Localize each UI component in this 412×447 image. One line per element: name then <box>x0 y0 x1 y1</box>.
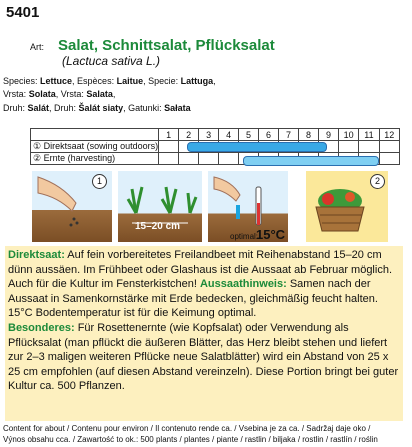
month-cell: 1 <box>159 129 179 141</box>
product-title: Salat, Schnittsalat, Pflücksalat <box>58 37 275 54</box>
species-line <box>3 76 216 86</box>
direct-sowing-heading: Direktsaat: <box>8 249 65 261</box>
month-cell: 5 <box>239 129 259 141</box>
month-cell: 9 <box>319 129 339 141</box>
product-code: 5401 <box>6 4 40 21</box>
harvest-illustration <box>306 171 388 242</box>
sowing-illustration <box>32 171 112 242</box>
harvest-period-bar <box>243 156 379 166</box>
sowing-period-bar <box>187 142 327 152</box>
druh-text: , Gatunki: <box>123 103 165 113</box>
optimal-temperature: 15°C <box>256 227 286 242</box>
cultivation-instructions <box>5 246 403 421</box>
species-text: , Specie: <box>143 76 181 86</box>
step-number-badge: 2 <box>370 174 385 189</box>
month-cell: 11 <box>359 129 379 141</box>
druh-text: , Druh: <box>49 103 79 113</box>
vrsta-name: Solata <box>28 89 56 99</box>
art-label: Art: <box>30 42 45 52</box>
vegetable-basket-icon <box>306 171 388 242</box>
temperature-illustration <box>208 171 288 242</box>
special-text: Für Rosettenernte (wie Kopfsalat) oder Verwendung als Pflücksalat (man pflückt die äußeren Blätter, das Herz bleibt stehen und liefert zur 2–3 maligen weiteren Pflücke neue Salatblätter) wird ein Abstand von 25 x 25 cm empfohlen (auf diesen Abstand vereinzeln). Diese Portion bringt bei guter Kultur ca. 500 Pflanzen. <box>8 321 399 393</box>
hand-sowing-icon <box>32 171 112 242</box>
month-cell: 6 <box>259 129 279 141</box>
content-footer <box>3 423 378 445</box>
sowing-label: ① Direktsaat (sowing outdoors) <box>31 141 159 153</box>
row-spacing-illustration <box>118 171 202 242</box>
sowing-note-heading: Aussaathinweis: <box>199 278 287 291</box>
species-text: , Espèces: <box>72 76 117 86</box>
month-cell: 8 <box>299 129 319 141</box>
footer-line: Výnos obsahu cca. / Zawartość to ok.: 500 plants / plantes / piante / rastlin / biljaka / rostlin / rastlín / roślin <box>3 435 378 444</box>
druh-name: Sałata <box>164 103 191 113</box>
species-text: Species: <box>3 76 41 86</box>
month-cell: 4 <box>219 129 239 141</box>
footer-line: Content for about / Contenu pour environ / Il contenuto rende ca. / Vsebina je za ca. / Sadržaj daje oko / <box>3 424 371 433</box>
month-cell: 3 <box>199 129 219 141</box>
calendar-month-row <box>31 129 400 141</box>
species-name: Lattuga <box>180 76 214 86</box>
latin-name: (Lactuca sativa L.) <box>62 54 161 68</box>
month-cell: 2 <box>179 129 199 141</box>
druh-line <box>3 103 191 113</box>
month-cell: 12 <box>379 129 399 141</box>
month-cell: 7 <box>279 129 299 141</box>
step-number-badge: 1 <box>92 174 107 189</box>
vrsta-text: Vrsta: <box>3 89 29 99</box>
vrsta-text: , <box>112 89 116 99</box>
special-heading: Besonderes: <box>8 321 75 334</box>
species-name: Lettuce <box>40 76 73 86</box>
vrsta-line <box>3 89 115 99</box>
species-name: Laitue <box>116 76 144 86</box>
direct-sowing-text: Auf fein vorbereitetes Freilandbeet mit Reihenabstand 15–20 cm dünn aussäen. Im Frühbeet oder Glashaus ist die Aussaat ab Februar möglich. Auch für die Kultur im Fensterkistchen! <box>8 249 392 291</box>
druh-text: Druh: <box>3 103 28 113</box>
druh-name: Salát <box>27 103 50 113</box>
harvest-label: ② Ernte (harvesting) <box>31 153 159 165</box>
optimal-label: optimal: <box>230 232 259 241</box>
calendar-corner <box>31 129 159 141</box>
druh-name: Šalát siaty <box>78 103 124 113</box>
row-spacing-label: 15–20 cm <box>135 221 181 232</box>
vrsta-name: Salata <box>86 89 113 99</box>
vrsta-text: , Vrsta: <box>55 89 87 99</box>
species-text: , <box>213 76 216 86</box>
month-cell: 10 <box>338 129 358 141</box>
sowing-note-text: Samen nach der Aussaat in Samenkornstärke mit Erde bedecken, gleichmäßig feucht halten. 15°C Bodentemperatur ist für die Keimung optimal. <box>8 278 378 320</box>
